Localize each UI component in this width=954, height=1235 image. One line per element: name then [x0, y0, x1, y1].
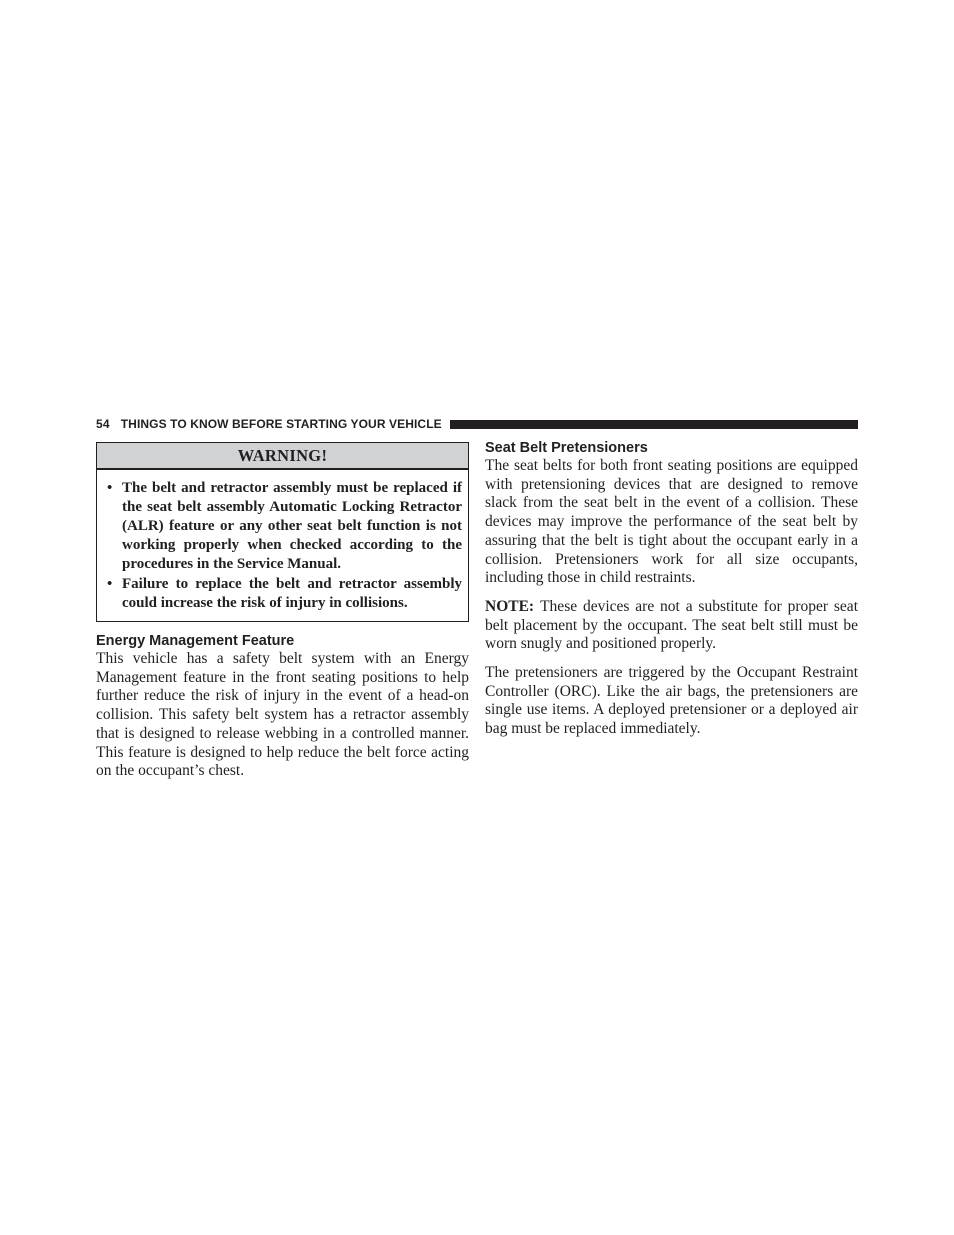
warning-bullet-item: [105, 479, 462, 574]
page-header: [96, 416, 858, 432]
warning-bullet-text: The belt and retractor assembly must be replaced if the seat belt assembly Automatic Locking Retractor (ALR) feature or any other seat belt function is not working properly when checked according to the procedures in the Service Manual.: [122, 480, 462, 572]
warning-bullet-text: Failure to replace the belt and retractor assembly could increase the risk of injury in collisions.: [122, 576, 462, 611]
warning-list: [97, 470, 468, 621]
header-rule: [450, 420, 858, 429]
page-number: 54: [96, 417, 110, 431]
warning-box: [96, 442, 469, 622]
pretensioners-heading: Seat Belt Pretensioners: [485, 440, 648, 456]
energy-management-body: This vehicle has a safety belt system with an Energy Management feature in the front seating positions to help further reduce the risk of injury in the event of a head-on collision. This safety belt system has a retractor assembly that is designed to release webbing in a controlled manner. This feature is designed to help reduce the belt force acting on the occupant’s chest.: [96, 650, 469, 780]
energy-management-heading: Energy Management Feature: [96, 633, 295, 649]
bullet-icon: •: [107, 576, 113, 592]
pretensioners-trigger-paragraph: The pretensioners are triggered by the Occupant Restraint Controller (ORC). Like the air bags, the pretensioners are single use items. A deployed pretensioner or a deployed air bag must be replaced immediately.: [485, 664, 858, 738]
warning-bullet-item: [105, 575, 462, 613]
bullet-icon: •: [107, 480, 113, 496]
note-paragraph: [485, 598, 858, 654]
note-text: These devices are not a substitute for proper seat belt placement by the occupant. The seat belt still must be worn snugly and positioned properly.: [485, 597, 858, 653]
note-label: NOTE:: [485, 597, 535, 615]
left-column: [96, 442, 469, 781]
right-column: [485, 439, 858, 739]
pretensioners-paragraph: The seat belts for both front seating positions are equipped with pretensioning devices that are designed to remove slack from the seat belt in the event of a collision. These devices may improve the performance of the seat belt by assuring that the belt is tight about the occupant early in a collision. Pretensioners work for all size occupants, including those in child restraints.: [485, 457, 858, 587]
warning-title: WARNING!: [97, 443, 468, 470]
section-title: THINGS TO KNOW BEFORE STARTING YOUR VEHICLE: [120, 417, 442, 431]
